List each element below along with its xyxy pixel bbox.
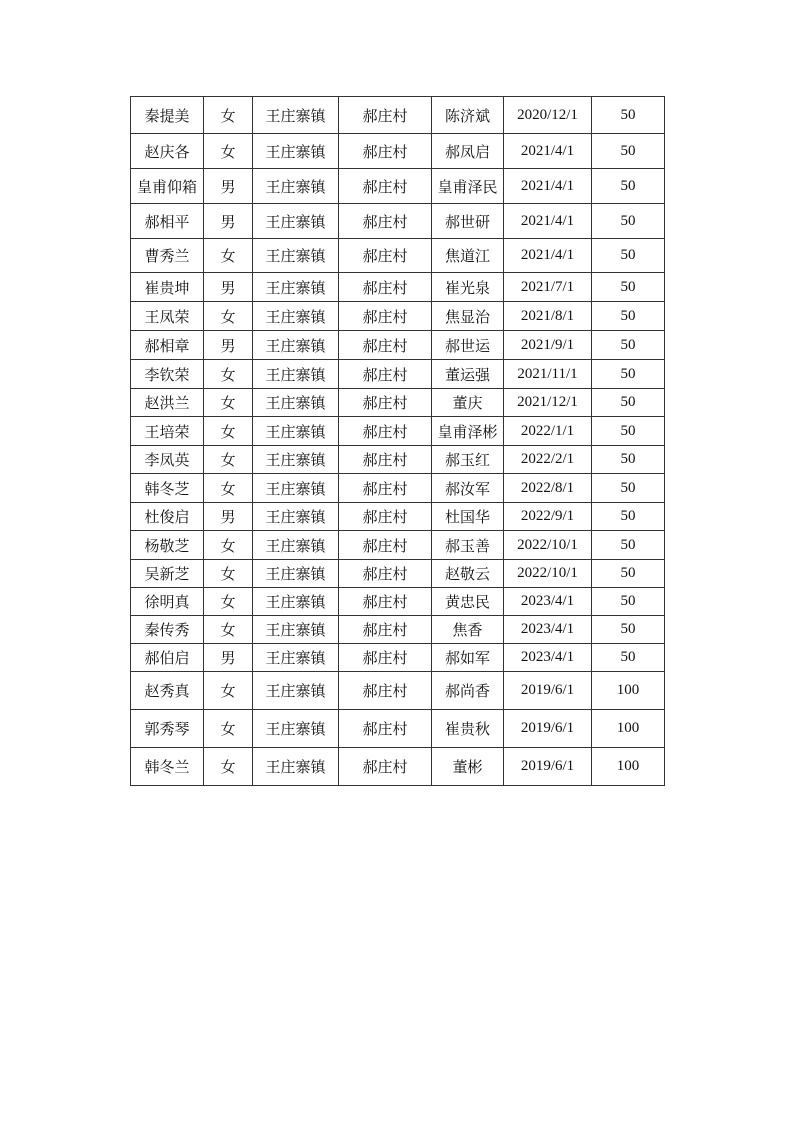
cell-village: 郝庄村 [339,588,432,616]
cell-name: 秦传秀 [131,616,204,644]
cell-town: 王庄寨镇 [253,273,339,302]
cell-gender: 女 [204,588,253,616]
table-row [131,644,665,672]
cell-payee: 郝汝军 [432,474,504,503]
cell-payee: 郝如军 [432,644,504,672]
cell-amount: 50 [592,239,665,273]
cell-payee: 赵敬云 [432,560,504,588]
cell-town: 王庄寨镇 [253,588,339,616]
cell-gender: 女 [204,474,253,503]
cell-village: 郝庄村 [339,97,432,134]
cell-payee: 杜国华 [432,503,504,531]
cell-payee: 黄忠民 [432,588,504,616]
cell-amount: 50 [592,644,665,672]
cell-amount: 50 [592,446,665,474]
cell-amount: 50 [592,360,665,389]
cell-gender: 女 [204,134,253,169]
cell-amount: 50 [592,331,665,360]
cell-payee: 焦道江 [432,239,504,273]
cell-gender: 女 [204,97,253,134]
cell-gender: 女 [204,446,253,474]
cell-date: 2021/9/1 [504,331,592,360]
table-row [131,97,665,134]
cell-name: 杨敬芝 [131,531,204,560]
cell-name: 郝相平 [131,204,204,239]
cell-payee: 董运强 [432,360,504,389]
cell-date: 2021/7/1 [504,273,592,302]
cell-date: 2022/1/1 [504,417,592,446]
table-row [131,417,665,446]
cell-amount: 50 [592,616,665,644]
cell-village: 郝庄村 [339,331,432,360]
cell-date: 2022/10/1 [504,560,592,588]
cell-date: 2022/2/1 [504,446,592,474]
cell-name: 吴新芝 [131,560,204,588]
table-row [131,239,665,273]
table-row [131,169,665,204]
cell-name: 李凤英 [131,446,204,474]
cell-name: 王凤荣 [131,302,204,331]
cell-payee: 郝尚香 [432,672,504,710]
table-row [131,389,665,417]
cell-name: 赵庆各 [131,134,204,169]
cell-amount: 50 [592,134,665,169]
cell-amount: 50 [592,273,665,302]
cell-amount: 50 [592,97,665,134]
cell-gender: 女 [204,748,253,786]
cell-town: 王庄寨镇 [253,204,339,239]
cell-town: 王庄寨镇 [253,169,339,204]
cell-payee: 郝世研 [432,204,504,239]
table-row [131,503,665,531]
cell-amount: 50 [592,389,665,417]
cell-date: 2021/4/1 [504,169,592,204]
table-row [131,204,665,239]
cell-gender: 女 [204,710,253,748]
table-row [131,331,665,360]
cell-payee: 崔贵秋 [432,710,504,748]
cell-payee: 皇甫泽彬 [432,417,504,446]
cell-payee: 董彬 [432,748,504,786]
cell-village: 郝庄村 [339,134,432,169]
cell-amount: 50 [592,169,665,204]
cell-gender: 女 [204,239,253,273]
cell-payee: 郝世运 [432,331,504,360]
cell-date: 2023/4/1 [504,588,592,616]
cell-name: 崔贵坤 [131,273,204,302]
cell-name: 郝伯启 [131,644,204,672]
cell-village: 郝庄村 [339,169,432,204]
cell-gender: 女 [204,616,253,644]
cell-amount: 50 [592,531,665,560]
cell-date: 2022/9/1 [504,503,592,531]
cell-town: 王庄寨镇 [253,710,339,748]
cell-village: 郝庄村 [339,360,432,389]
cell-village: 郝庄村 [339,273,432,302]
cell-date: 2021/4/1 [504,134,592,169]
cell-amount: 50 [592,417,665,446]
cell-date: 2022/8/1 [504,474,592,503]
cell-amount: 50 [592,204,665,239]
cell-name: 秦提美 [131,97,204,134]
table-row [131,273,665,302]
cell-date: 2020/12/1 [504,97,592,134]
cell-village: 郝庄村 [339,389,432,417]
cell-name: 杜俊启 [131,503,204,531]
cell-name: 韩冬芝 [131,474,204,503]
cell-amount: 50 [592,503,665,531]
cell-town: 王庄寨镇 [253,417,339,446]
cell-village: 郝庄村 [339,204,432,239]
cell-payee: 陈济斌 [432,97,504,134]
cell-village: 郝庄村 [339,503,432,531]
cell-gender: 女 [204,672,253,710]
cell-amount: 50 [592,474,665,503]
cell-town: 王庄寨镇 [253,360,339,389]
cell-gender: 女 [204,360,253,389]
cell-date: 2021/4/1 [504,204,592,239]
cell-amount: 100 [592,710,665,748]
cell-town: 王庄寨镇 [253,748,339,786]
cell-amount: 100 [592,672,665,710]
table-row [131,710,665,748]
cell-village: 郝庄村 [339,616,432,644]
cell-village: 郝庄村 [339,748,432,786]
table-row [131,360,665,389]
cell-name: 赵秀真 [131,672,204,710]
cell-village: 郝庄村 [339,417,432,446]
cell-payee: 郝玉善 [432,531,504,560]
cell-village: 郝庄村 [339,672,432,710]
table-row [131,616,665,644]
table-row [131,560,665,588]
cell-gender: 女 [204,417,253,446]
cell-name: 王培荣 [131,417,204,446]
table-row [131,672,665,710]
cell-name: 赵洪兰 [131,389,204,417]
cell-town: 王庄寨镇 [253,474,339,503]
cell-name: 李钦荣 [131,360,204,389]
cell-payee: 焦显治 [432,302,504,331]
cell-amount: 100 [592,748,665,786]
cell-payee: 崔光泉 [432,273,504,302]
cell-name: 郝相章 [131,331,204,360]
cell-gender: 男 [204,204,253,239]
cell-name: 曹秀兰 [131,239,204,273]
cell-town: 王庄寨镇 [253,134,339,169]
cell-town: 王庄寨镇 [253,672,339,710]
cell-payee: 焦香 [432,616,504,644]
cell-village: 郝庄村 [339,474,432,503]
cell-gender: 女 [204,389,253,417]
cell-town: 王庄寨镇 [253,503,339,531]
cell-town: 王庄寨镇 [253,389,339,417]
cell-date: 2019/6/1 [504,748,592,786]
cell-payee: 郝玉红 [432,446,504,474]
cell-date: 2019/6/1 [504,710,592,748]
table-row [131,748,665,786]
cell-payee: 皇甫泽民 [432,169,504,204]
cell-payee: 郝凤启 [432,134,504,169]
cell-town: 王庄寨镇 [253,97,339,134]
cell-date: 2022/10/1 [504,531,592,560]
cell-gender: 男 [204,503,253,531]
cell-village: 郝庄村 [339,710,432,748]
cell-town: 王庄寨镇 [253,560,339,588]
table-row [131,134,665,169]
cell-name: 郭秀琴 [131,710,204,748]
cell-name: 韩冬兰 [131,748,204,786]
cell-amount: 50 [592,560,665,588]
cell-town: 王庄寨镇 [253,239,339,273]
cell-town: 王庄寨镇 [253,644,339,672]
table-body [131,97,665,786]
cell-gender: 男 [204,169,253,204]
cell-town: 王庄寨镇 [253,302,339,331]
cell-date: 2021/12/1 [504,389,592,417]
cell-payee: 董庆 [432,389,504,417]
cell-name: 皇甫仰箱 [131,169,204,204]
cell-name: 徐明真 [131,588,204,616]
cell-amount: 50 [592,302,665,331]
cell-town: 王庄寨镇 [253,616,339,644]
cell-gender: 女 [204,302,253,331]
cell-date: 2021/8/1 [504,302,592,331]
cell-amount: 50 [592,588,665,616]
cell-date: 2021/11/1 [504,360,592,389]
table-row [131,474,665,503]
cell-village: 郝庄村 [339,239,432,273]
cell-date: 2023/4/1 [504,616,592,644]
cell-date: 2023/4/1 [504,644,592,672]
cell-date: 2019/6/1 [504,672,592,710]
table-row [131,446,665,474]
cell-gender: 女 [204,531,253,560]
cell-gender: 男 [204,644,253,672]
table-row [131,531,665,560]
cell-date: 2021/4/1 [504,239,592,273]
cell-gender: 男 [204,331,253,360]
cell-village: 郝庄村 [339,446,432,474]
cell-village: 郝庄村 [339,560,432,588]
cell-gender: 男 [204,273,253,302]
cell-village: 郝庄村 [339,302,432,331]
cell-town: 王庄寨镇 [253,531,339,560]
cell-village: 郝庄村 [339,531,432,560]
table-row [131,302,665,331]
cell-town: 王庄寨镇 [253,331,339,360]
cell-town: 王庄寨镇 [253,446,339,474]
table-row [131,588,665,616]
cell-village: 郝庄村 [339,644,432,672]
cell-gender: 女 [204,560,253,588]
records-table [130,96,665,786]
